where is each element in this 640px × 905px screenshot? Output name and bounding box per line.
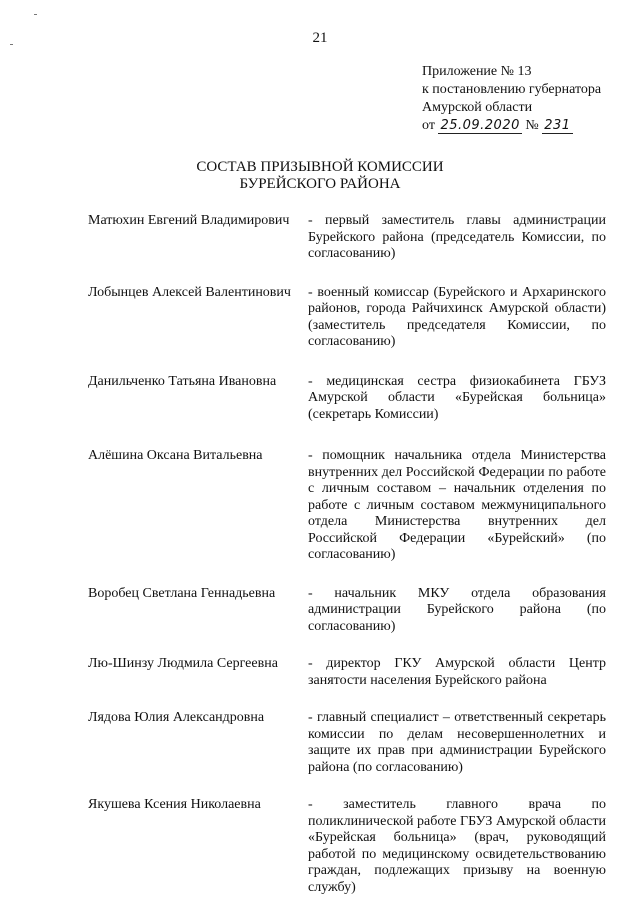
member-name: Алёшина Оксана Витальевна bbox=[88, 448, 263, 463]
commission-members-list bbox=[88, 213, 608, 896]
member-row bbox=[88, 374, 608, 424]
title-line-1: СОСТАВ ПРИЗЫВНОЙ КОМИССИИ bbox=[196, 159, 444, 175]
appendix-reference: к постановлению губернатора bbox=[422, 82, 602, 97]
member-role: - помощник начальника отдела Министерства внутренних дел Российской Федерации по работе с личным составом – начальник отделения по работе с личным составом межмуниципального отдела Министерства внутренних дел Российской Федерации «Бурейский» (по согласованию) bbox=[308, 448, 606, 562]
page-number: 21 bbox=[312, 30, 328, 46]
member-role: - медицинская сестра физиокабинета ГБУЗ Амурской области «Бурейская больница» (секретарь Комиссии) bbox=[308, 373, 606, 422]
member-role: - первый заместитель главы администрации Бурейского района (председатель Комиссии, по согласованию) bbox=[308, 213, 606, 261]
member-name: Якушева Ксения Николаевна bbox=[88, 797, 261, 812]
member-role: - военный комиссар (Бурейского и Архаринского районов, города Райчихинск Амурской области) (заместитель председателя Комиссии, по согласованию) bbox=[308, 284, 606, 349]
member-row bbox=[88, 656, 608, 689]
member-row bbox=[88, 213, 608, 263]
member-role: - директор ГКУ Амурской области Центр занятости населения Бурейского района bbox=[308, 656, 606, 688]
member-role: - заместитель главного врача по поликлинической работе ГБУЗ Амурской области «Бурейская больница» (врач, руководящий работой по медицинскому освидетельствованию граждан, подлежащих призыву на военную службу) bbox=[308, 797, 606, 895]
appendix-date-line bbox=[422, 117, 601, 135]
member-role: - главный специалист – ответственный секретарь комиссии по делам несовершеннолетних и защите их прав при администрации Бурейского района (по согласованию) bbox=[308, 710, 606, 775]
handwritten-date: 25.09.2020 bbox=[440, 118, 520, 133]
member-role: - начальник МКУ отдела образования администрации Бурейского района (по согласованию) bbox=[308, 585, 606, 634]
handwritten-number: 231 bbox=[544, 118, 571, 133]
member-row bbox=[88, 710, 608, 776]
member-name: Данильченко Татьяна Ивановна bbox=[88, 373, 277, 389]
member-name: Матюхин Евгений Владимирович bbox=[88, 213, 290, 228]
member-name: Лю-Шинзу Людмила Сергеевна bbox=[88, 656, 278, 671]
appendix-block bbox=[422, 63, 601, 135]
member-name: Воробец Светлана Геннадьевна bbox=[88, 585, 276, 601]
appendix-region: Амурской области bbox=[422, 100, 533, 115]
document-title bbox=[0, 159, 640, 193]
member-row bbox=[88, 797, 608, 896]
member-name: Лядова Юлия Александровна bbox=[88, 710, 265, 725]
member-row bbox=[88, 586, 608, 636]
title-line-2: БУРЕЙСКОГО РАЙОНА bbox=[239, 176, 401, 192]
member-row bbox=[88, 285, 608, 351]
appendix-title: Приложение № 13 bbox=[422, 64, 532, 79]
date-prefix: от bbox=[422, 118, 435, 133]
number-prefix: № bbox=[525, 118, 539, 133]
member-row bbox=[88, 448, 608, 564]
scan-mark bbox=[34, 14, 37, 15]
member-name: Лобынцев Алексей Валентинович bbox=[88, 284, 291, 300]
